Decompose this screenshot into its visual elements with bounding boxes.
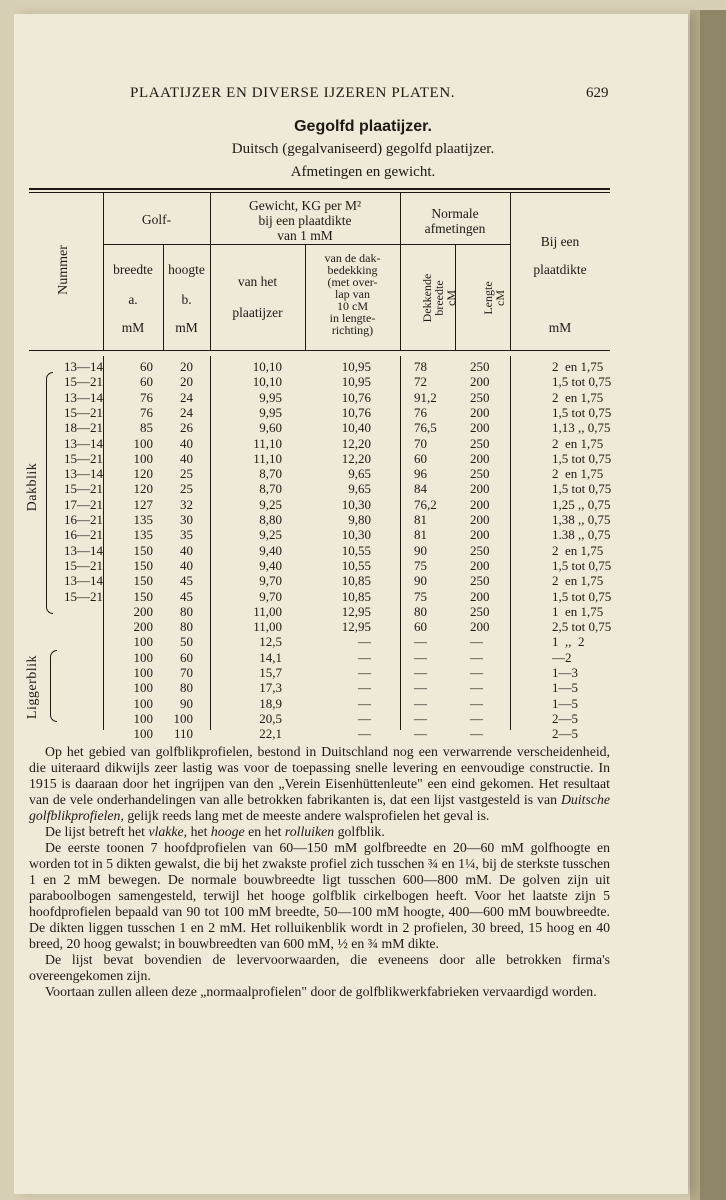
cell-dekkende: 76,5 (414, 420, 437, 436)
cell-lengte: — (470, 726, 483, 742)
cell-hoogte: 70 (180, 665, 193, 680)
cell-hoogte: 40 (180, 450, 193, 466)
cell-dekkende: 81 (414, 527, 427, 543)
header-normale-1: Normale (431, 206, 479, 221)
cell-nummer: 13—14 (64, 359, 103, 374)
header-dekkende-1: Dekkende (420, 273, 434, 323)
cell-dikte: 1,5 tot 0,75 (552, 481, 612, 497)
liggerblik-brace (50, 650, 57, 722)
cell-plaatijzer: 11,00 (253, 603, 282, 619)
cell-dekkende: — (414, 634, 427, 650)
cell-lengte: — (470, 634, 483, 650)
cell-hoogte: 30 (180, 512, 193, 527)
cell-breedte: 100 (133, 450, 153, 466)
cell-breedte: 76 (140, 389, 153, 405)
cell-breedte: 100 (133, 435, 153, 451)
cell-plaatijzer: 10,10 (252, 374, 282, 390)
cell-breedte: 135 (133, 527, 153, 543)
cell-dak: — (358, 665, 371, 680)
header-hoogte-unit: mM (175, 320, 198, 335)
cell-lengte: 200 (470, 450, 490, 466)
cell-lengte: 200 (470, 420, 490, 436)
page-number: 629 (586, 85, 609, 101)
cell-breedte: 200 (133, 603, 153, 619)
cell-plaatijzer: 20,5 (259, 710, 282, 726)
cell-dikte: 2,5 tot 0,75 (552, 619, 612, 635)
p2-em-vlakke: vlakke, (148, 824, 188, 839)
cell-hoogte: 100 (173, 710, 193, 726)
paragraph-1-text: Op het gebied van golfblikprofielen, bestond in Duitschland nog een verwarrende verscheidenheid, die uiteraard dikwijls zeer lastig was voor de toepassing snelle levering en eenvoudige constructie. In 1915 is daaraan door het ingrijpen van den „Verein Eisenhüttenleute" een eind gekomen. Het resultaat van de vele onderhandelingen van alle betrokken fabrikanten is, dat een lijst vastgesteld is van (29, 744, 610, 807)
cell-hoogte: 110 (173, 726, 193, 742)
cell-lengte: 200 (470, 404, 490, 420)
cell-dak: — (358, 695, 371, 711)
cell-plaatijzer: 11,00 (253, 619, 282, 635)
cell-breedte: 76 (140, 404, 153, 420)
cell-dikte: 1,5 tot 0,75 (552, 588, 612, 604)
cell-hoogte: 60 (180, 649, 193, 665)
cell-nummer: 15—21 (64, 557, 103, 573)
cell-breedte: 100 (133, 726, 153, 742)
cell-dak: 10,95 (341, 374, 371, 390)
cell-lengte: 250 (470, 389, 490, 405)
p2-a: De lijst betreft het (45, 824, 145, 839)
cell-nummer: 15—21 (64, 450, 103, 466)
header-golf: Golf- (141, 212, 172, 227)
header-dak-5: 10 cM (337, 299, 368, 313)
cell-lengte: 200 (470, 557, 490, 573)
cell-dekkende: 84 (414, 481, 427, 497)
cell-dikte: 1,5 tot 0,75 (552, 450, 612, 466)
cell-nummer: 13—14 (64, 466, 103, 482)
cell-breedte: 150 (133, 542, 153, 558)
cell-dak: — (358, 710, 371, 726)
cell-dekkende: 72 (414, 374, 427, 390)
cell-nummer: 15—21 (64, 404, 103, 420)
cell-lengte: — (470, 680, 483, 696)
header-breedte-unit: mM (121, 320, 145, 335)
cell-hoogte: 45 (180, 588, 193, 604)
cell-dak: 10,55 (341, 557, 371, 573)
header-rule (210, 244, 400, 245)
table-top-rule (29, 188, 610, 190)
header-dekkende-3: cM (444, 290, 458, 306)
cell-dak: 10,40 (341, 420, 371, 436)
cell-plaatijzer: 22,1 (259, 726, 282, 742)
paragraph-1-emphasis: Duitsche golfblikprofielen, (29, 792, 610, 823)
cell-breedte: 150 (133, 588, 153, 604)
cell-dikte: 1,25 ,, 0,75 (552, 496, 611, 512)
header-gewicht-3: van 1 mM (277, 228, 333, 243)
subtitle-2: Afmetingen en gewicht. (290, 164, 436, 180)
cell-nummer: 13—14 (64, 435, 103, 451)
cell-lengte: 200 (470, 588, 490, 604)
cell-breedte: 150 (133, 573, 153, 589)
p2-c: en het (248, 824, 282, 839)
cell-dikte: 2 en 1,75 (552, 542, 604, 558)
cell-dekkende: 90 (414, 542, 427, 558)
header-plaatijzer: plaatijzer (232, 305, 283, 320)
cell-dak: 12,20 (341, 450, 371, 466)
cell-plaatijzer: 9,95 (259, 404, 282, 420)
cell-plaatijzer: 15,7 (259, 665, 282, 680)
header-lengte-2: cM (493, 290, 507, 306)
cell-dekkende: 96 (414, 466, 427, 482)
table-top-rule-2 (29, 192, 610, 193)
paragraph-1 (29, 744, 610, 824)
header-hoogte: hoogte (168, 262, 205, 277)
cell-dikte: 1.38 ,, 0,75 (552, 527, 611, 543)
cell-lengte: 200 (470, 512, 490, 527)
cell-hoogte: 90 (180, 695, 193, 711)
cell-dikte: 1 en 1,75 (552, 603, 604, 619)
cell-lengte: 250 (470, 435, 490, 451)
cell-dak: — (358, 680, 371, 696)
cell-breedte: 150 (133, 557, 153, 573)
cell-lengte: 250 (470, 573, 490, 589)
header-normale-2: afmetingen (424, 221, 486, 236)
cell-dekkende: — (414, 695, 427, 711)
cell-dikte: 2 en 1,75 (552, 573, 604, 589)
cell-dak: — (358, 649, 371, 665)
cell-nummer: 13—14 (64, 573, 103, 589)
cell-dekkende: 60 (414, 450, 427, 466)
cell-plaatijzer: 18,9 (259, 695, 282, 711)
cell-nummer: 16—21 (64, 527, 103, 543)
p2-b: het (190, 824, 208, 839)
cell-dekkende: 75 (414, 557, 427, 573)
header-plaatdikte: plaatdikte (533, 262, 587, 277)
cell-nummer: 13—14 (64, 542, 103, 558)
cell-hoogte: 40 (180, 542, 193, 558)
header-bottom-rule (29, 350, 610, 351)
cell-dak: 9,65 (348, 466, 371, 482)
cell-dak: — (358, 634, 371, 650)
cell-dikte: 2—5 (552, 710, 578, 726)
cell-hoogte: 26 (180, 420, 193, 436)
cell-dikte: 1,5 tot 0,75 (552, 374, 612, 390)
cell-hoogte: 40 (180, 557, 193, 573)
header-dak-3: (met over- (327, 275, 378, 289)
cell-plaatijzer: 9,40 (259, 557, 282, 573)
paragraph-1-text-end: gelijk reeds lang met de meeste andere walsprofielen het geval is. (127, 808, 490, 823)
header-dak-6: in lengte- (329, 311, 376, 325)
cell-breedte: 120 (133, 481, 153, 497)
cell-dak: 12,20 (341, 435, 371, 451)
paragraph-4: De lijst bevat bovendien de levervoorwaarden, die eveneens door alle betrokken firma's overeengekomen zijn. (29, 952, 610, 983)
cell-dikte: —2 (552, 649, 572, 665)
cell-lengte: 250 (470, 466, 490, 482)
cell-plaatijzer: 9,25 (259, 496, 282, 512)
dakblik-brace (46, 372, 53, 614)
cell-dak: 10,55 (341, 542, 371, 558)
paragraph-5: Voortaan zullen alleen deze „normaalprofielen" door de golfblikwerkfabrieken vervaardigd worden. (45, 984, 597, 999)
cell-breedte: 127 (133, 496, 153, 512)
cell-plaatijzer: 8,70 (259, 481, 282, 497)
body-text (29, 744, 610, 1000)
cell-dak: 12,95 (341, 603, 371, 619)
header-rule (103, 244, 210, 245)
cell-dekkende: 76,2 (414, 496, 437, 512)
cell-breedte: 100 (133, 634, 153, 650)
cell-breedte: 100 (133, 680, 153, 696)
cell-lengte: — (470, 665, 483, 680)
p2-em-hooge: hooge (210, 824, 245, 839)
cell-lengte: 200 (470, 619, 490, 635)
cell-dikte: 2 en 1,75 (552, 359, 604, 374)
cell-plaatijzer: 9,95 (259, 389, 282, 405)
cell-breedte: 100 (133, 649, 153, 665)
cell-dak: 9,65 (348, 481, 371, 497)
cell-dekkende: 60 (414, 619, 427, 635)
cell-dikte: 1,38 ,, 0,75 (552, 512, 611, 527)
header-lengte-1: Lengte (481, 281, 495, 315)
cell-breedte: 100 (133, 665, 153, 680)
header-breedte: breedte (113, 262, 153, 277)
header-dak-4: lap van (335, 287, 370, 301)
cell-dekkende: — (414, 680, 427, 696)
cell-dikte: 1—3 (552, 665, 578, 680)
cell-dak: 10,30 (341, 527, 371, 543)
cell-dak: 9,80 (348, 512, 371, 527)
cell-dak: — (358, 726, 371, 742)
col-divider (510, 356, 511, 730)
p2-d: golfblik. (337, 824, 385, 839)
cell-dekkende: 75 (414, 588, 427, 604)
cell-hoogte: 50 (180, 634, 193, 650)
paragraph-2 (29, 824, 610, 840)
cell-lengte: — (470, 695, 483, 711)
cell-plaatijzer: 10,10 (252, 359, 282, 374)
cell-lengte: — (470, 710, 483, 726)
cell-plaatijzer: 9,70 (259, 573, 282, 589)
cell-lengte: 200 (470, 481, 490, 497)
cell-nummer: 15—21 (64, 374, 103, 390)
header-breedte-letter: a. (128, 292, 138, 307)
cell-dekkende: 80 (414, 603, 427, 619)
cell-dikte: 2—5 (552, 726, 578, 742)
cell-lengte: 250 (470, 542, 490, 558)
cell-lengte: 200 (470, 496, 490, 512)
cell-lengte: 200 (470, 527, 490, 543)
header-rule (400, 244, 510, 245)
cell-dikte: 1,5 tot 0,75 (552, 404, 612, 420)
subtitle: Duitsch (gegalvaniseerd) gegolfd plaatijzer. (231, 141, 495, 157)
cell-dekkende: — (414, 726, 427, 742)
running-title: PLAATIJZER EN DIVERSE IJZEREN PLATEN. (130, 85, 456, 101)
cell-hoogte: 35 (180, 527, 193, 543)
cell-dak: 10,85 (341, 588, 371, 604)
cell-lengte: 250 (470, 603, 490, 619)
header-gewicht-2: bij een plaatdikte (258, 213, 352, 228)
header-dak-7: richting) (331, 323, 374, 337)
cell-dekkende: 78 (414, 359, 427, 374)
cell-hoogte: 40 (180, 435, 193, 451)
cell-plaatijzer: 9,25 (259, 527, 282, 543)
cell-hoogte: 80 (180, 619, 193, 635)
cell-breedte: 135 (133, 512, 153, 527)
cell-dak: 10,76 (341, 389, 371, 405)
header-plaatdikte-unit: mM (548, 320, 572, 335)
cell-dak: 10,76 (341, 404, 371, 420)
main-title: Gegolfd plaatijzer. (294, 118, 432, 135)
cell-dak: 12,95 (341, 619, 371, 635)
cell-dak: 10,30 (341, 496, 371, 512)
header-gewicht-1: Gewicht, KG per M² (248, 198, 362, 213)
cell-plaatijzer: 9,40 (259, 542, 282, 558)
cell-breedte: 60 (140, 374, 153, 390)
header-hoogte-letter: b. (181, 292, 192, 307)
cell-dekkende: 81 (414, 512, 427, 527)
cell-hoogte: 80 (180, 603, 193, 619)
cell-hoogte: 45 (180, 573, 193, 589)
header-dak-2: bedekking (327, 263, 378, 277)
cell-breedte: 100 (133, 710, 153, 726)
cell-nummer: 17—21 (64, 496, 103, 512)
cell-dak: 10,95 (341, 359, 371, 374)
cell-nummer: 13—14 (64, 389, 103, 405)
cell-plaatijzer: 11,10 (253, 450, 282, 466)
cell-dikte: 2 en 1,75 (552, 435, 604, 451)
cell-plaatijzer: 17,3 (259, 680, 282, 696)
cell-hoogte: 25 (180, 481, 193, 497)
cell-dikte: 1 ,, 2 (552, 634, 585, 650)
cell-dekkende: — (414, 649, 427, 665)
header-van-het: van het (237, 274, 278, 289)
cell-hoogte: 32 (180, 496, 193, 512)
cell-dikte: 1,13 ,, 0,75 (552, 420, 611, 436)
header-bij-een: Bij een (540, 234, 580, 249)
cell-plaatijzer: 9,60 (259, 420, 282, 436)
cell-plaatijzer: 14,1 (259, 649, 282, 665)
col-divider (400, 356, 401, 730)
cell-plaatijzer: 11,10 (253, 435, 282, 451)
cell-lengte: 200 (470, 374, 490, 390)
p2-em-rolluiken: rolluiken (284, 824, 335, 839)
cell-dekkende: 91,2 (414, 389, 437, 405)
cell-plaatijzer: 8,80 (259, 512, 282, 527)
cell-dikte: 2 en 1,75 (552, 466, 604, 482)
cell-breedte: 120 (133, 466, 153, 482)
cell-dak: 10,85 (341, 573, 371, 589)
cell-nummer: 18—21 (64, 420, 103, 436)
cell-hoogte: 24 (180, 389, 193, 405)
cell-hoogte: 24 (180, 404, 193, 420)
cell-nummer: 15—21 (64, 588, 103, 604)
cell-dikte: 1,5 tot 0,75 (552, 557, 612, 573)
cell-dekkende: 76 (414, 404, 427, 420)
cell-hoogte: 20 (180, 359, 193, 374)
cell-nummer: 16—21 (64, 512, 103, 527)
cell-dekkende: — (414, 710, 427, 726)
page-edge-shadow (700, 10, 726, 1200)
header-dak-1: van de dak- (324, 251, 381, 265)
cell-dikte: 2 en 1,75 (552, 389, 604, 405)
cell-breedte: 85 (140, 420, 153, 436)
cell-hoogte: 20 (180, 374, 193, 390)
header-dekkende-2: breedte (432, 280, 446, 316)
cell-dekkende: 70 (414, 435, 427, 451)
label-dakblik: Dakblik (25, 462, 40, 512)
cell-nummer: 15—21 (64, 481, 103, 497)
cell-hoogte: 25 (180, 466, 193, 482)
cell-dikte: 1—5 (552, 695, 578, 711)
cell-breedte: 60 (140, 359, 153, 374)
cell-lengte: — (470, 649, 483, 665)
cell-hoogte: 80 (180, 680, 193, 696)
cell-dekkende: — (414, 665, 427, 680)
header-nummer: Nummer (56, 245, 71, 295)
cell-dekkende: 90 (414, 573, 427, 589)
paragraph-3: De eerste toonen 7 hoofdprofielen van 60—150 mM golfbreedte en 20—60 mM golfhoogte en worden tot in 5 dikten gewalst, die bij het zwakste profiel zich tusschen ¾ en 1¼, bij de sterkste tusschen 1 en 2 mM bewegen. De normale bouwbreedte ligt tusschen 600—800 mM. De golven zijn uit paraboolbogen samengesteld, terwijl het hooge golfblik cirkelbogen heeft. Voor het laatste zijn 5 hoofdprofielen bepaald van 90 tot 100 mM breedte, 50—100 mM hoogte, 400—600 mM bouwbreedte. De dikten liggen tusschen 1 en 2 mM. Het rolluikenblik wordt in 2 profielen, 30 breed, 15 hoog en 40 breed, 20 hoog gewalst; in bouwbreedten van 600 mM, ½ en ¾ mM dikte. (29, 840, 610, 951)
label-liggerblik: Liggerblik (25, 654, 40, 720)
cell-plaatijzer: 12,5 (259, 634, 282, 650)
cell-plaatijzer: 9,70 (259, 588, 282, 604)
cell-lengte: 250 (470, 359, 490, 374)
cell-dikte: 1—5 (552, 680, 578, 696)
cell-plaatijzer: 8,70 (259, 466, 282, 482)
cell-breedte: 100 (133, 695, 153, 711)
cell-breedte: 200 (133, 619, 153, 635)
